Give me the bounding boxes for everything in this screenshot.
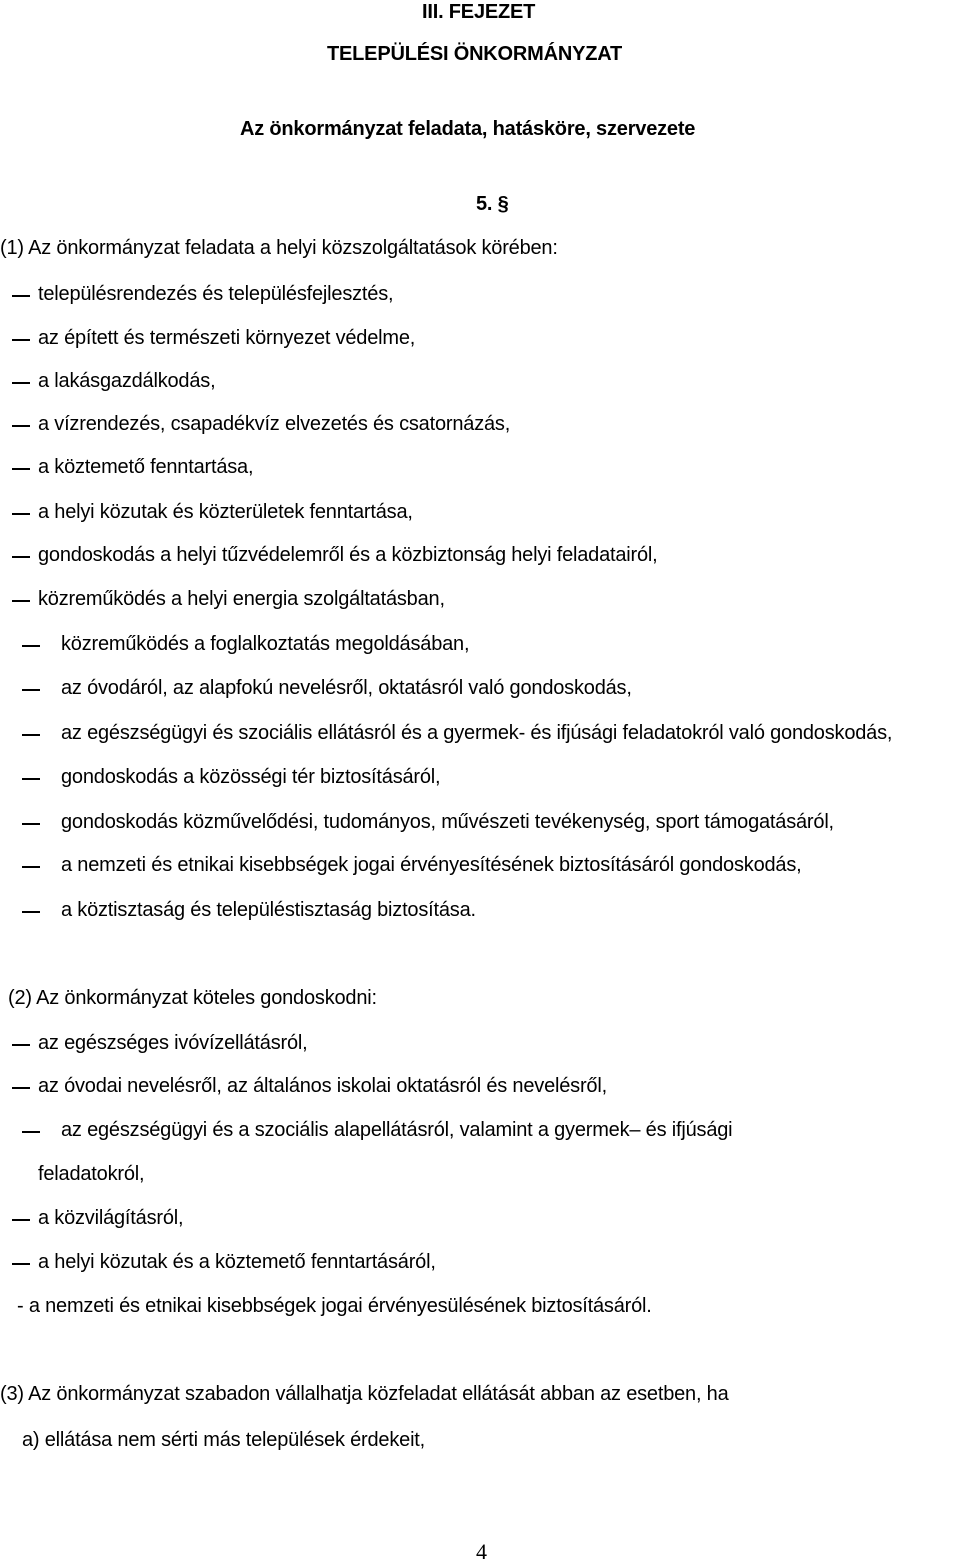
- list-item: a közvilágításról,: [38, 1207, 184, 1229]
- list-item: közreműködés a helyi energia szolgáltatásban,: [38, 588, 445, 610]
- list-item: a lakásgazdálkodás,: [38, 370, 216, 392]
- list-item: településrendezés és településfejlesztés,: [38, 283, 394, 305]
- list-dash: [12, 1263, 30, 1265]
- list-item: gondoskodás a közösségi tér biztosításáról,: [61, 766, 441, 788]
- list-item: - a nemzeti és etnikai kisebbségek jogai érvényesülésének biztosításáról.: [17, 1295, 652, 1317]
- list-dash: [12, 556, 30, 558]
- list-item: gondoskodás közművelődési, tudományos, művészeti tevékenység, sport támogatásáról,: [61, 811, 834, 833]
- list-item: az egészséges ivóvízellátásról,: [38, 1032, 308, 1054]
- list-item: közreműködés a foglalkoztatás megoldásában,: [61, 633, 470, 655]
- paragraph-3-intro: (3) Az önkormányzat szabadon vállalhatja közfeladat ellátását abban az esetben, ha: [0, 1383, 729, 1405]
- paragraph-2-intro: (2) Az önkormányzat köteles gondoskodni:: [8, 987, 377, 1009]
- list-item: az egészségügyi és szociális ellátásról és a gyermek- és ifjúsági feladatokról való gondoskodás,: [61, 722, 893, 744]
- list-dash: [12, 295, 30, 297]
- list-dash: [12, 468, 30, 470]
- list-dash: [12, 1087, 30, 1089]
- list-item: az épített és természeti környezet védelme,: [38, 327, 416, 349]
- list-dash: [12, 1044, 30, 1046]
- list-dash: [12, 382, 30, 384]
- list-dash: [12, 600, 30, 602]
- chapter-heading: III. FEJEZET: [422, 1, 536, 23]
- list-item-continuation: feladatokról,: [38, 1163, 145, 1185]
- list-item: a köztemető fenntartása,: [38, 456, 254, 478]
- list-item: a) ellátása nem sérti más települések érdekeit,: [22, 1429, 426, 1451]
- list-dash: [22, 734, 40, 736]
- list-item: az egészségügyi és a szociális alapellátásról, valamint a gyermek– és ifjúsági: [61, 1119, 733, 1141]
- list-dash: [12, 513, 30, 515]
- list-item: gondoskodás a helyi tűzvédelemről és a közbiztonság helyi feladatairól,: [38, 544, 658, 566]
- list-item: a vízrendezés, csapadékvíz elvezetés és csatornázás,: [38, 413, 511, 435]
- list-dash: [12, 339, 30, 341]
- list-dash: [22, 778, 40, 780]
- list-dash: [22, 911, 40, 913]
- list-item: a helyi közutak és közterületek fenntartása,: [38, 501, 413, 523]
- list-dash: [22, 823, 40, 825]
- list-item: az óvodáról, az alapfokú nevelésről, oktatásról való gondoskodás,: [61, 677, 632, 699]
- list-item: a köztisztaság és településtisztaság biztosítása.: [61, 899, 476, 921]
- document-title: TELEPÜLÉSI ÖNKORMÁNYZAT: [327, 43, 623, 65]
- page-number: 4: [476, 1539, 487, 1564]
- list-dash: [12, 1219, 30, 1221]
- list-item: az óvodai nevelésről, az általános iskolai oktatásról és nevelésről,: [38, 1075, 607, 1097]
- paragraph-1-intro: (1) Az önkormányzat feladata a helyi közszolgáltatások körében:: [0, 237, 558, 259]
- list-item: a helyi közutak és a köztemető fenntartásáról,: [38, 1251, 436, 1273]
- list-dash: [22, 645, 40, 647]
- list-item: a nemzeti és etnikai kisebbségek jogai érvényesítésének biztosításáról gondoskodás,: [61, 854, 802, 876]
- section-heading: Az önkormányzat feladata, hatásköre, szervezete: [240, 118, 696, 140]
- list-dash: [22, 689, 40, 691]
- list-dash: [12, 425, 30, 427]
- list-dash: [22, 866, 40, 868]
- list-dash: [22, 1131, 40, 1133]
- paragraph-number: 5. §: [476, 193, 509, 215]
